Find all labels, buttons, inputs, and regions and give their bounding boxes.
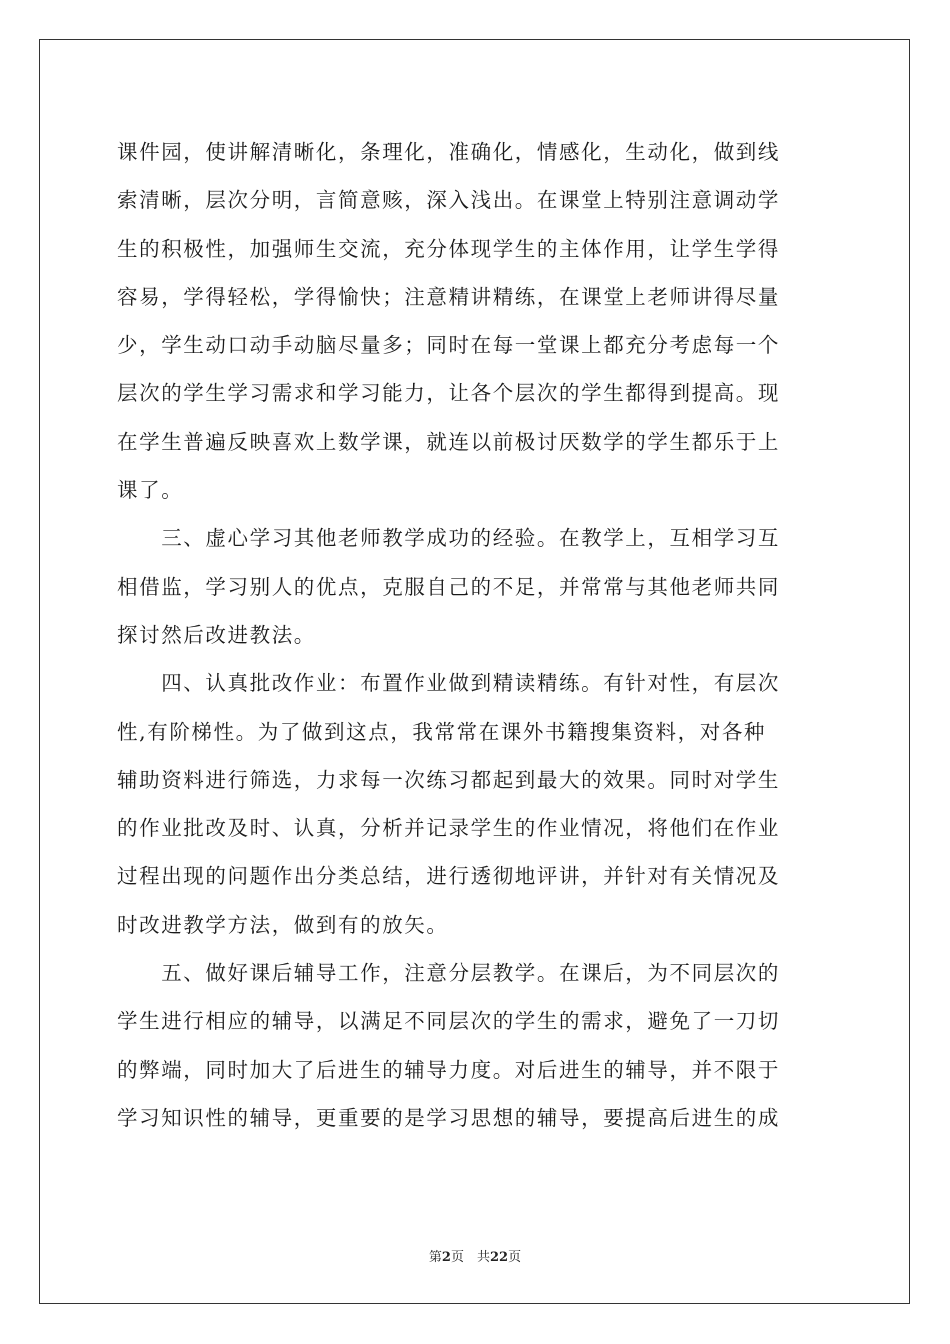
text-line: 辅助资料进行筛选，力求每一次练习都起到最大的效果。同时对学生 xyxy=(117,767,780,792)
text-line: 课了。 xyxy=(117,478,184,503)
text-line: 在学生普遍反映喜欢上数学课，就连以前极讨厌数学的学生都乐于上 xyxy=(117,429,780,454)
text-line: 生的积极性，加强师生交流，充分体现学生的主体作用，让学生学得 xyxy=(117,236,780,261)
text-line: 索清晰，层次分明，言简意赅，深入浅出。在课堂上特别注意调动学 xyxy=(117,188,780,213)
text-line: 课件园，使讲解清晰化，条理化，准确化，情感化，生动化，做到线 xyxy=(117,140,780,164)
text-line: 层次的学生学习需求和学习能力，让各个层次的学生都得到提高。现 xyxy=(117,381,780,406)
text-line: 三、虚心学习其他老师教学成功的经验。在教学上，互相学习互 xyxy=(117,526,780,551)
text-line: 学习知识性的辅导，更重要的是学习思想的辅导，要提高后进生的成 xyxy=(117,1105,780,1130)
total-pages-number: 22 xyxy=(489,1250,509,1265)
text-line: 的弊端，同时加大了后进生的辅导力度。对后进生的辅导，并不限于 xyxy=(117,1057,780,1082)
text-line: 四、认真批改作业：布置作业做到精读精练。有针对性，有层次 xyxy=(117,671,780,696)
footer-mid: 页 共 xyxy=(450,1250,490,1265)
text-line: 相借监，学习别人的优点，克服自己的不足，并常常与其他老师共同 xyxy=(117,574,780,599)
body-text xyxy=(117,128,833,1142)
footer-prefix: 第 xyxy=(428,1250,442,1265)
page-footer xyxy=(0,1246,950,1265)
text-line: 过程出现的问题作出分类总结，进行透彻地评讲，并针对有关情况及 xyxy=(117,864,780,889)
text-line: 少，学生动口动手动脑尽量多；同时在每一堂课上都充分考虑每一个 xyxy=(117,333,780,358)
text-line: 容易，学得轻松，学得愉快；注意精讲精练，在课堂上老师讲得尽量 xyxy=(117,284,780,309)
footer-suffix: 页 xyxy=(508,1250,522,1265)
text-line: 的作业批改及时、认真，分析并记录学生的作业情况，将他们在作业 xyxy=(117,816,780,841)
text-line: 探讨然后改进教法。 xyxy=(117,622,316,647)
text-line: 性,有阶梯性。为了做到这点，我常常在课外书籍搜集资料，对各种 xyxy=(117,719,767,744)
text-line: 时改进教学方法，做到有的放矢。 xyxy=(117,912,449,937)
current-page-number: 2 xyxy=(441,1250,451,1265)
text-line: 五、做好课后辅导工作，注意分层教学。在课后，为不同层次的 xyxy=(117,961,780,986)
text-line: 学生进行相应的辅导，以满足不同层次的学生的需求，避免了一刀切 xyxy=(117,1009,780,1034)
